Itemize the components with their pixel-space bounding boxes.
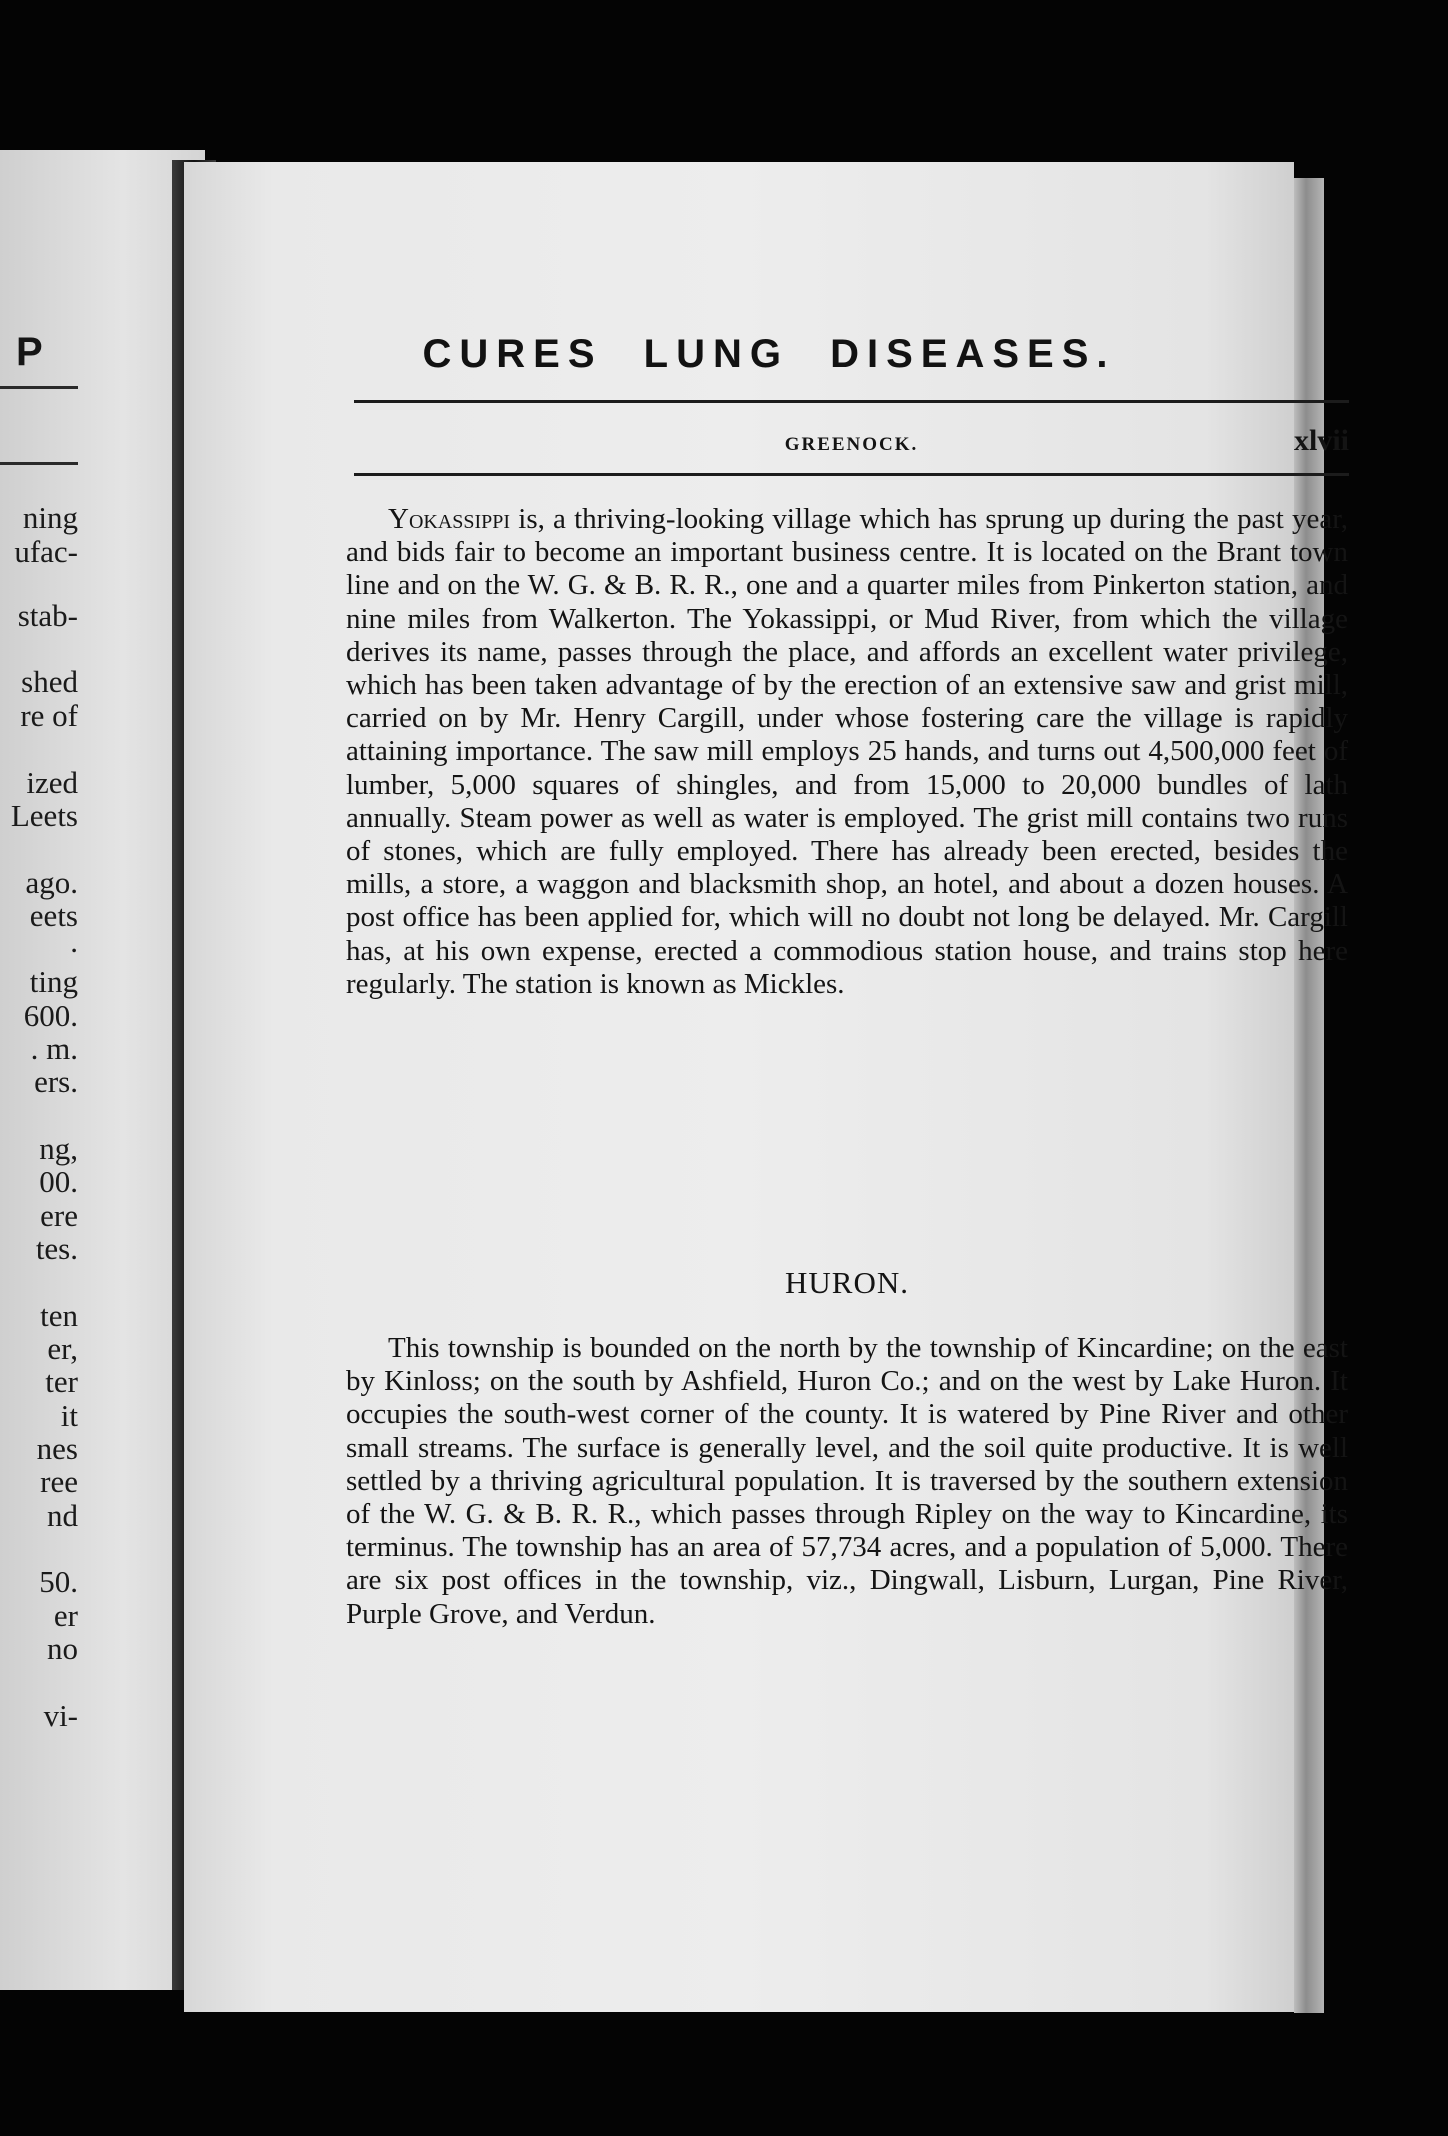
left-page-line-fragment: ized (26, 765, 78, 800)
left-page-line-fragment: re of (20, 698, 78, 733)
left-page-line-fragment: ers. (34, 1064, 78, 1099)
running-head-town: GREENOCK. (784, 434, 919, 455)
left-page-line-fragment: ree (40, 1464, 78, 1499)
page-banner: CURES LUNG DISEASES. (422, 332, 1116, 376)
right-page (184, 162, 1349, 2012)
left-page-line-fragment: er, (47, 1331, 78, 1366)
page-number: xlvii (1293, 424, 1349, 457)
left-page-line-fragment: stab- (17, 598, 78, 633)
left-page-line-fragment: ere (40, 1198, 78, 1233)
left-page-line-fragment: ufac- (14, 534, 78, 569)
left-page-line-fragment: ago. (25, 865, 78, 900)
yokassippi-paragraph (346, 503, 1348, 1001)
left-page-line-fragment: . (70, 924, 78, 959)
left-page-line-fragment: . m. (30, 1031, 78, 1066)
left-page-line-fragment: ten (40, 1298, 78, 1333)
left-page-line-fragment: eets (29, 898, 78, 933)
left-page-line-fragment: 00. (39, 1164, 78, 1199)
left-page-rule (0, 386, 78, 389)
left-page-line-fragment: vi- (43, 1698, 78, 1733)
yokassippi-lead: Yokassippi (388, 503, 511, 535)
left-page-line-fragment: ning (22, 500, 78, 535)
left-page-line-fragment: nd (47, 1498, 78, 1533)
left-page-line-fragment: 600. (23, 998, 78, 1033)
left-page-header-fragment: P (16, 330, 43, 374)
left-page-line-fragment: 50. (39, 1564, 78, 1599)
left-page-line-fragment: er (53, 1598, 78, 1633)
running-head (354, 424, 1349, 464)
huron-paragraph-block (346, 1332, 1348, 1631)
left-page-line-fragment: nes (36, 1431, 78, 1466)
left-page-line-fragment: shed (21, 664, 78, 699)
left-page-rule (0, 462, 78, 465)
left-page-line-fragment: no (47, 1631, 78, 1666)
banner-rule (354, 400, 1349, 403)
left-page-line-fragment: Leets (10, 798, 78, 833)
left-page-line-fragment: ter (45, 1364, 78, 1399)
left-page-line-fragment: ng, (39, 1131, 78, 1166)
header-rule (354, 473, 1349, 476)
left-page-line-fragment: tes. (35, 1231, 78, 1266)
left-page-line-fragment: it (60, 1398, 78, 1433)
section-heading-huron: HURON. (785, 1265, 909, 1300)
yokassippi-paragraph-block (346, 503, 1348, 1001)
huron-paragraph: This township is bounded on the north by the township of Kincardine; on the east by Kinloss; on the south by Ashfield, Huron Co.; and on the west by Lake Huron. It occupies the south-west corner of the county. It is watered by Pine River and other small streams. The surface is generally level, and the soil quite productive. It is well settled by a thriving agricultural population. It is traversed by the southern extension of the W. G. & B. R. R., which passes through Ripley on the way to Kincardine, its terminus. The township has an area of 57,734 acres, and a population of 5,000. There are six post offices in the township, viz., Dingwall, Lisburn, Lurgan, Pine River, Purple Grove, and Verdun. (346, 1332, 1348, 1630)
yokassippi-text: is, a thriving-looking village which has sprung up during the past year, and bids fair to become an important business centre. It is located on the Brant town line and on the W. G. & B. R. R., one and a quarter miles from Pinkerton station, and nine miles from Walkerton. The Yokassippi, or Mud River, from which the village derives its name, passes through the place, and affords an excellent water privilege, which has been taken advantage of by the erection of an extensive saw and grist mill, carried on by Mr. Henry Cargill, under whose fostering care the village is rapidly attaining importance. The saw mill employs 25 hands, and turns out 4,500,000 feet of lumber, 5,000 squares of shingles, and from 15,000 to 20,000 bundles of lath annually. Steam power as well as water is employed. The grist mill contains two runs of stones, which are fully employed. There has already been erected, besides the mills, a store, a waggon and blacksmith shop, an hotel, and about a dozen houses. A post office has been applied for, which will no doubt not long be delayed. Mr. Cargill has, at his own expense, erected a commodious station house, and trains stop here regularly. The station is known as Mickles. (346, 503, 1348, 1000)
left-page-line-fragment: ting (29, 964, 78, 999)
